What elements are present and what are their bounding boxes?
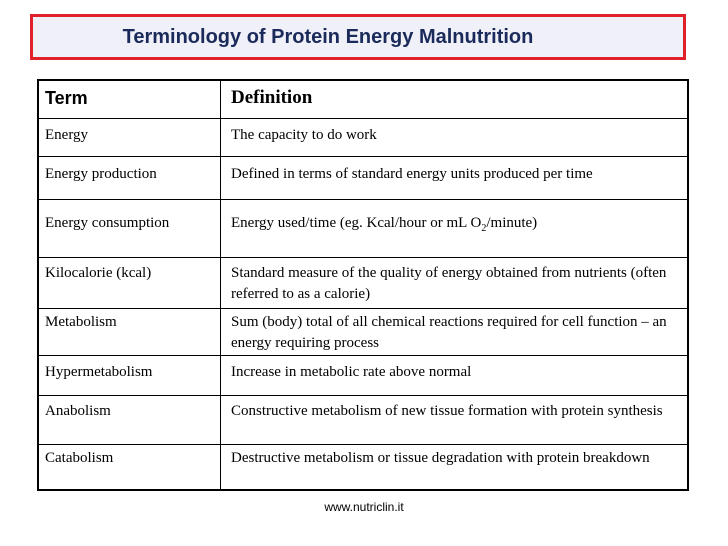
- definition-text: Energy used/time (eg. Kcal/hour or mL O: [231, 215, 482, 231]
- table-row: [39, 119, 687, 157]
- table-row: [39, 356, 687, 396]
- term-cell: Hypermetabolism: [45, 364, 153, 380]
- header-term: Term: [45, 88, 88, 108]
- term-cell: Energy production: [45, 166, 157, 182]
- header-definition: Definition: [231, 87, 313, 108]
- footer: [0, 500, 728, 514]
- definition-cell: Standard measure of the quality of energy obtained from nutrients (often referred to as a calorie): [231, 265, 667, 302]
- table-header-row: [39, 81, 687, 119]
- footer-url: www.nutriclin.it: [324, 500, 404, 514]
- term-cell: Kilocalorie (kcal): [45, 265, 152, 281]
- definition-cell: Destructive metabolism or tissue degradation with protein breakdown: [231, 450, 650, 466]
- term-cell: Energy: [45, 127, 89, 143]
- title-banner: [30, 14, 686, 60]
- page-title: Terminology of Protein Energy Malnutrition: [122, 25, 534, 48]
- definition-text: /minute): [486, 215, 538, 231]
- table-row: [39, 200, 687, 258]
- definition-cell: Constructive metabolism of new tissue formation with protein synthesis: [231, 403, 663, 419]
- definition-cell: [231, 213, 689, 239]
- terminology-table: [37, 79, 689, 491]
- definition-cell: The capacity to do work: [231, 127, 377, 143]
- term-cell: Metabolism: [45, 314, 117, 330]
- table-row: [39, 258, 687, 309]
- definition-cell: Increase in metabolic rate above normal: [231, 364, 472, 380]
- term-cell: Catabolism: [45, 450, 114, 466]
- table-row: [39, 396, 687, 445]
- term-cell: Energy consumption: [45, 215, 170, 231]
- definition-cell: Sum (body) total of all chemical reactions required for cell function – an energy requiring process: [231, 314, 667, 351]
- subscript-text: 2: [481, 223, 487, 234]
- term-cell: Anabolism: [45, 403, 111, 419]
- definition-cell: Defined in terms of standard energy units produced per time: [231, 166, 593, 182]
- table-row: [39, 445, 687, 491]
- table-row: [39, 157, 687, 200]
- table-row: [39, 309, 687, 356]
